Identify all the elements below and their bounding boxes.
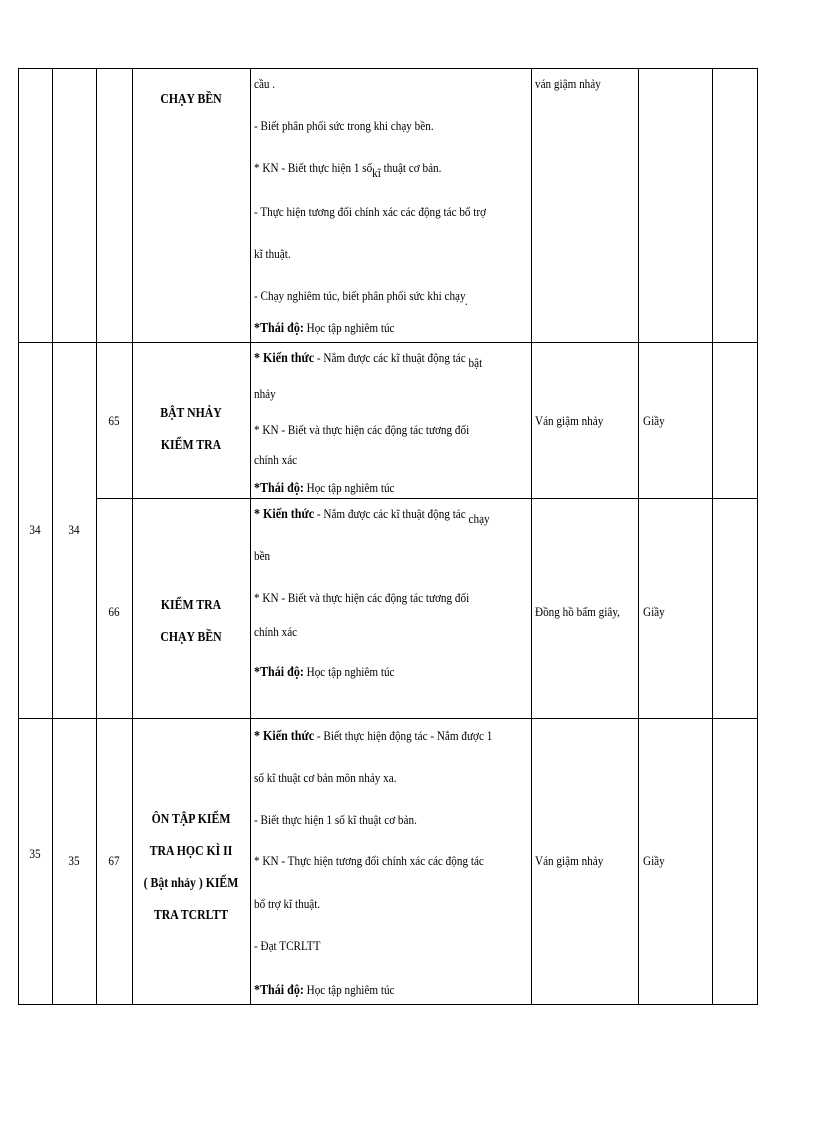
content-line — [254, 160, 442, 180]
equipment: Ván giậm nhảy — [535, 853, 604, 868]
content-sub: kĩ — [372, 165, 381, 180]
content-line: chính xác — [254, 452, 298, 467]
title-line: TRA TCRLTT — [153, 908, 229, 923]
content-line: kĩ thuật. — [254, 246, 291, 261]
lesson-title — [141, 398, 240, 462]
content-line: * KN - Biết và thực hiện các động tác tương đối — [254, 422, 470, 437]
extra-item: Giầy — [643, 853, 665, 868]
content-line: bổ trợ kĩ thuật. — [254, 896, 321, 911]
attitude-text: Học tập nghiêm túc — [306, 320, 395, 335]
content-line — [254, 288, 468, 308]
attitude-text: Học tập nghiêm túc — [303, 664, 395, 679]
equipment: ván giậm nhảy — [535, 76, 601, 91]
lesson-number: 67 — [108, 853, 120, 868]
grid-line — [757, 68, 758, 1004]
grid-line — [18, 342, 758, 343]
content-line: - Biết thực hiện 1 số kĩ thuật cơ bản. — [254, 812, 417, 827]
attitude-label: *Thái độ: — [254, 665, 304, 680]
title-line: TRA HỌC KÌ II — [149, 844, 233, 859]
lesson-title — [141, 84, 240, 116]
content-line: số kĩ thuật cơ bản môn nhảy xa. — [254, 770, 397, 785]
title-line: BẬT NHẢY — [160, 406, 222, 421]
knowledge-label: * Kiến thức — [254, 507, 315, 522]
week-number: 34 — [29, 522, 41, 537]
title-line: KIỂM TRA — [160, 438, 222, 453]
knowledge-text: - Nắm được các kĩ thuật động tác — [314, 350, 469, 365]
grid-line — [712, 68, 713, 1004]
content-text: thuật cơ bản. — [380, 160, 442, 175]
title-line: ÔN TẬP KIỂM — [151, 812, 231, 827]
content-line: chính xác — [254, 624, 298, 639]
content-sub: . — [464, 293, 468, 308]
equipment: Ván giậm nhảy — [535, 413, 604, 428]
content-line: bền — [254, 548, 271, 563]
content-line: - Biết phân phối sức trong khi chạy bền. — [254, 118, 434, 133]
knowledge-label: * Kiến thức — [254, 351, 315, 366]
grid-line — [531, 68, 532, 1004]
knowledge-text: - Nắm được các kĩ thuật động tác — [314, 506, 469, 521]
attitude-line — [254, 480, 395, 497]
title-line: CHẠY BỀN — [160, 630, 222, 645]
knowledge-tail: chạy — [468, 511, 490, 526]
grid-line — [18, 718, 758, 719]
content-line: cầu . — [254, 76, 276, 91]
lesson-title — [141, 590, 240, 654]
knowledge-tail: bật — [468, 355, 483, 370]
lesson-number: 66 — [108, 604, 120, 619]
grid-line — [250, 68, 251, 1004]
attitude-label: *Thái độ: — [254, 481, 304, 496]
attitude-line — [254, 982, 395, 999]
extra-item: Giầy — [643, 413, 665, 428]
knowledge-line — [254, 506, 490, 526]
equipment: Đồng hồ bấm giây, — [535, 604, 620, 619]
title-line: ( Bật nhảy ) KIỂM — [143, 876, 239, 891]
grid-line — [52, 68, 53, 1004]
title-line: KIỂM TRA — [160, 598, 222, 613]
attitude-line — [254, 664, 395, 681]
content-line: * KN - Thực hiện tương đối chính xác các động tác — [254, 853, 484, 868]
grid-line — [18, 68, 758, 69]
week-number: 35 — [29, 846, 41, 861]
grid-line — [638, 68, 639, 1004]
lesson-title — [141, 804, 240, 932]
grid-line — [18, 1004, 758, 1005]
knowledge-line — [254, 728, 492, 745]
knowledge-line — [254, 350, 483, 370]
grid-line — [96, 498, 758, 499]
attitude-line — [254, 320, 395, 337]
title-line: CHẠY BỀN — [160, 92, 222, 107]
period-number: 34 — [68, 522, 80, 537]
lesson-number: 65 — [108, 413, 120, 428]
grid-line — [132, 68, 133, 1004]
content-text: - Chạy nghiêm túc, biết phân phối sức khi chạy — [254, 288, 465, 303]
knowledge-label: * Kiến thức — [254, 729, 315, 744]
attitude-text: Học tập nghiêm túc — [303, 480, 395, 495]
grid-line — [96, 68, 97, 1004]
attitude-label: *Thái độ: — [254, 321, 304, 336]
attitude-text: Học tập nghiêm túc — [303, 982, 395, 997]
content-line: * KN - Biết và thực hiện các động tác tương đối — [254, 590, 470, 605]
content-line: - Thực hiện tương đối chính xác các động tác bổ trợ — [254, 204, 487, 219]
grid-line — [18, 68, 19, 1004]
period-number: 35 — [68, 853, 80, 868]
content-line: - Đạt TCRLTT — [254, 938, 321, 953]
knowledge-text: - Biết thực hiện động tác - Nắm được 1 — [314, 728, 493, 743]
attitude-label: *Thái độ: — [254, 983, 304, 998]
content-text: * KN - Biết thực hiện 1 số — [254, 160, 373, 175]
content-line: nhảy — [254, 386, 276, 401]
extra-item: Giầy — [643, 604, 665, 619]
